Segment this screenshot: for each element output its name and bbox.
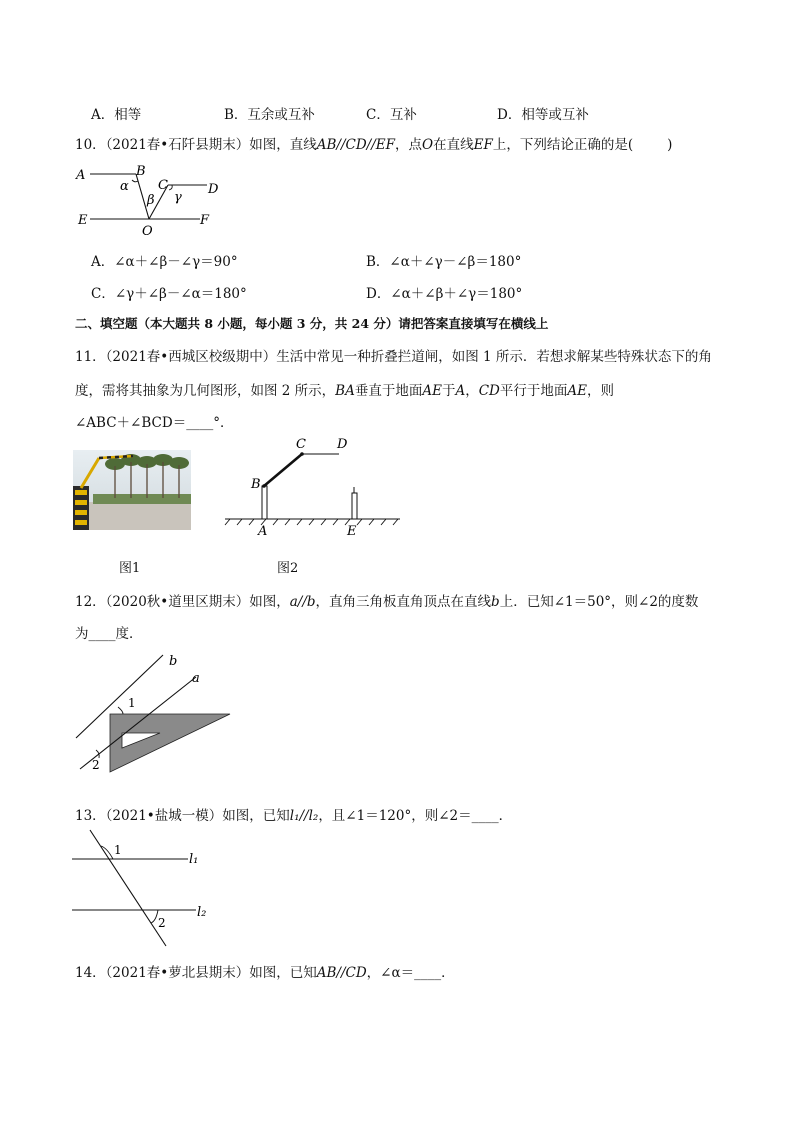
q12-label-a: a bbox=[192, 671, 200, 686]
q13-label-l2: l₂ bbox=[197, 905, 207, 920]
q11-caption-2: 图2 bbox=[277, 561, 299, 576]
q10-label-a: A bbox=[76, 168, 86, 183]
q9-option-c: C．互补 bbox=[366, 107, 417, 123]
q11-line-3: ∠ABC＋∠BCD＝____°． bbox=[75, 415, 234, 431]
q10-label-beta: β bbox=[147, 193, 155, 208]
q13-figure bbox=[68, 826, 228, 951]
q11-geometry-figure bbox=[222, 435, 412, 545]
q10-figure bbox=[72, 160, 232, 240]
q10-label-b: B bbox=[136, 164, 146, 179]
q9-option-d: D．相等或互补 bbox=[497, 107, 589, 123]
q11-line-1: 11．（2021春•西城区校级期中）生活中常见一种折叠拦道闸，如图 1 所示．若想求解某些特殊状态下的角 bbox=[75, 349, 712, 365]
q13-label-l1: l₁ bbox=[189, 852, 199, 867]
q13-label-1: 1 bbox=[114, 843, 122, 857]
q11-caption-1: 图1 bbox=[119, 561, 141, 576]
q11-label-b: B bbox=[251, 477, 261, 492]
q12-label-b: b bbox=[169, 654, 178, 669]
q13-stem: 13．（2021•盐城一模）如图，已知l₁//l₂，且∠1＝120°，则∠2＝____． bbox=[75, 808, 513, 824]
q10-option-a: A．∠α＋∠β－∠γ＝90° bbox=[91, 254, 238, 270]
q11-photo-figure bbox=[73, 450, 191, 530]
q10-option-c: C．∠γ＋∠β－∠α＝180° bbox=[91, 286, 247, 302]
q9-option-b: B．互余或互补 bbox=[224, 107, 315, 123]
q10-label-d: D bbox=[208, 182, 219, 197]
q14-stem: 14．（2021春•萝北县期末）如图，已知AB//CD，∠α＝____． bbox=[75, 965, 455, 981]
q12-label-1: 1 bbox=[128, 696, 136, 710]
q10-label-o: O bbox=[142, 224, 153, 239]
section-2-title: 二、填空题（本大题共 8 小题，每小题 3 分，共 24 分）请把答案直接填写在横线上 bbox=[75, 316, 549, 331]
q11-label-e: E bbox=[347, 524, 357, 539]
q11-label-d: D bbox=[337, 437, 348, 452]
q11-label-c: C bbox=[296, 437, 306, 452]
q9-option-a: A．相等 bbox=[91, 107, 142, 123]
q12-line-2: 为____度． bbox=[75, 626, 143, 642]
q11-label-a: A bbox=[258, 524, 268, 539]
q10-label-e: E bbox=[78, 213, 88, 228]
q10-stem: 10．（2021春•石阡县期末）如图，直线AB//CD//EF，点O在直线EF上，下列结论正确的是( ) bbox=[75, 137, 673, 153]
q11-line-2: 度，需将其抽象为几何图形，如图 2 所示，BA垂直于地面AE于A，CD平行于地面AE，则 bbox=[75, 383, 614, 399]
q10-label-gamma: γ bbox=[174, 190, 182, 205]
q12-line-1: 12．（2020秋•道里区期末）如图，a//b，直角三角板直角顶点在直线b上．已知∠1＝50°，则∠2的度数 bbox=[75, 594, 699, 610]
q12-label-2: 2 bbox=[92, 758, 100, 772]
q10-label-alpha: α bbox=[120, 179, 129, 194]
q13-label-2: 2 bbox=[158, 916, 166, 930]
q10-label-c: C bbox=[158, 178, 168, 193]
q10-label-f: F bbox=[200, 213, 210, 228]
q10-option-d: D．∠α＋∠β＋∠γ＝180° bbox=[366, 286, 523, 302]
q12-figure bbox=[70, 652, 250, 782]
q10-option-b: B．∠α＋∠γ－∠β＝180° bbox=[366, 254, 522, 270]
